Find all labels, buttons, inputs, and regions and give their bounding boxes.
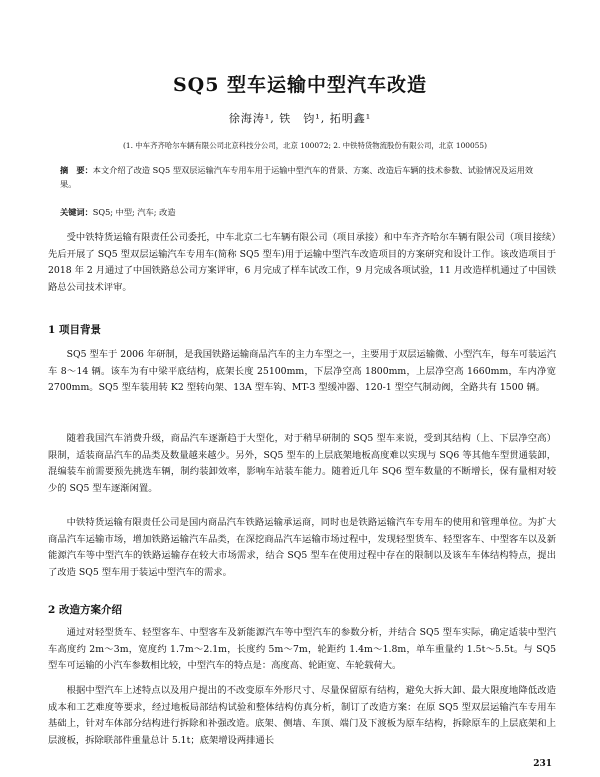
body-paragraph: 随着我国汽车消费升级，商品汽车逐渐趋于大型化，对于稍早研制的 SQ5 型车来说，受到其结构（上、下层净空高）限制，适装商品汽车的品类及数量越来越少。另外，SQ5 型车的上层底架地板高度难以实现与 SQ6 等其他车型贯通装卸，混编装车前需要预先挑选车辆，制约装卸效率，影响车站装车能力。随着近几年 SQ6 型车数量的不断增长，保有量相对较少的 SQ5 型车逐渐闲置。 xyxy=(48,433,556,494)
keywords xyxy=(60,207,548,218)
keywords-text: SQ5; 中型; 汽车; 改造 xyxy=(92,207,176,217)
body-paragraph: 根据中型汽车上述特点以及用户提出的不改变原车外形尺寸、尽量保留原有结构，避免大拆大卸、最大限度地降低改造成本和工艺难度等要求，经过地板局部结构试验和整体结构仿真分析，制订了改造方案：在原 SQ5 型双层运输汽车专用车基础上，针对车体部分结构进行拆除和补强改造。底架、侧墙、车顶、端门及下渡板为原车结构，拆除原车的上层底架和上层渡板，拆除联部件重量总计 5.1t；底架增设两排通长 xyxy=(48,685,556,746)
intro-paragraph: 受中铁特货运输有限责任公司委托，中车北京二七车辆有限公司（项目承接）和中车齐齐哈尔车辆有限公司（项目接续）先后开展了 SQ5 型双层运输汽车专用车(简称 SQ5 型车)用于运输中型汽车改造项目的方案研究和设计工作。该改造项目于 2018 年 2 月通过了中国铁路总公司方案评审，6 月完成了样车试改工作，9 月完成各项试验，11 月改造样机通过了中国铁路总公司技术评审。 xyxy=(48,232,556,293)
keywords-label: 关键词： xyxy=(60,207,93,217)
page-number: 231 xyxy=(533,759,552,769)
section-heading-scheme: 2 改造方案介绍 xyxy=(48,604,122,616)
abstract-text: 本文介绍了改造 SQ5 型双层运输汽车专用车用于运输中型汽车的背景、方案、改造后车辆的技术参数、试验情况及运用效果。 xyxy=(60,165,534,189)
body-paragraph: 中铁特货运输有限责任公司是国内商品汽车铁路运输承运商，同时也是铁路运输汽车专用车的使用和管理单位。为扩大商品汽车运输市场，增加铁路运输汽车品类，在深挖商品汽车运输市场过程中，发现轻型货车、轻型客车、中型客车以及新能源汽车等中型汽车的铁路运输存在较大市场需求，结合 SQ5 型车在使用过程中存在的限制以及该车车体结构特点，提出了改造 SQ5 型车用于装运中型汽车的需求。 xyxy=(48,517,556,578)
affiliation: (1. 中车齐齐哈尔车辆有限公司北京科技分公司，北京 100072; 2. 中铁特货物流股份有限公司，北京 100055) xyxy=(123,141,487,150)
abstract xyxy=(60,163,548,191)
body-paragraph: 通过对轻型货车、轻型客车、中型客车及新能源汽车等中型汽车的参数分析，并结合 SQ5 型车实际，确定适装中型汽车高度约 2m～3m，宽度约 1.7m～2.1m，长度约 5m～7m，轮距约 1.4m～1.8m，单车重量约 1.5t～5.5t。与 SQ5 型车可运输的小汽车参数相比较，中型汽车的特点是：高度高、轮距宽、车轮载荷大。 xyxy=(48,627,556,672)
paper-title: SQ5 型车运输中型汽车改造 xyxy=(172,74,428,96)
abstract-label: 摘 要： xyxy=(60,165,93,175)
body-paragraph: SQ5 型车于 2006 年研制，是我国铁路运输商品汽车的主力车型之一，主要用于双层运输微、小型汽车，每车可装运汽车 8～14 辆。该车为有中梁平底结构，底架长度 25100mm，下层净空高 1800mm，上层净空高 1660mm，车内净宽 2700mm。SQ5 型车装用转 K2 型转向架、13A 型车钩、MT-3 型缓冲器、120-1 型空气制动阀，全路共有 1500 辆。 xyxy=(48,349,556,394)
section-heading-background: 1 项目背景 xyxy=(48,324,101,336)
author-list: 徐海涛¹, 铁 钧¹, 拓明鑫¹ xyxy=(228,112,372,125)
